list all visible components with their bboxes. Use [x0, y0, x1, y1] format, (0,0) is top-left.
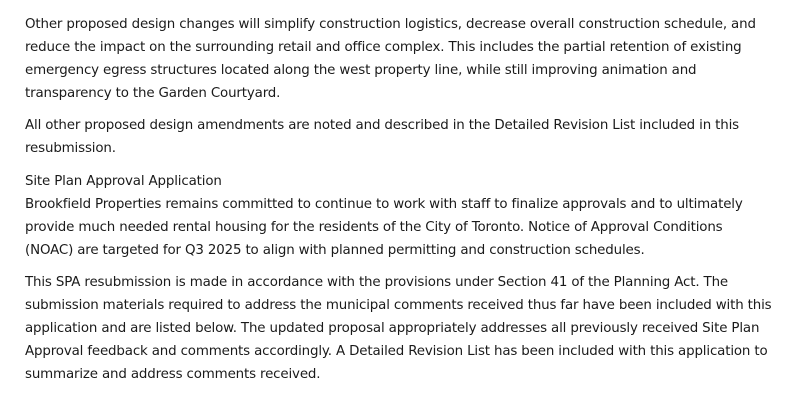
text-line: reduce the impact on the surrounding retail and office complex. This includes the partial retention of existing: [25, 40, 742, 56]
text-line: Brookfield Properties remains committed to continue to work with staff to finalize approvals and to ultimately: [25, 196, 743, 212]
text-line: summarize and address comments received.: [25, 367, 321, 383]
text-line: This SPA resubmission is made in accordance with the provisions under Section 41 of the Planning Act. The: [25, 274, 729, 290]
text-line: application and are listed below. The updated proposal appropriately addresses all previously received Site Plan: [25, 321, 760, 337]
text-line: transparency to the Garden Courtyard.: [25, 86, 281, 102]
text-line: Approval feedback and comments accordingly. A Detailed Revision List has been included with this application to: [25, 344, 768, 360]
paragraph-design-amendments: [25, 114, 787, 160]
text-line: All other proposed design amendments are noted and described in the Detailed Revision List included in this: [25, 118, 739, 134]
paragraph-commitment: [25, 193, 787, 262]
text-line: emergency egress structures located along the west property line, while still improving animation and: [25, 63, 697, 79]
text-line: Other proposed design changes will simplify construction logistics, decrease overall construction schedule, and: [25, 17, 756, 32]
section-heading: Site Plan Approval Application: [25, 173, 222, 189]
document-body: [25, 13, 787, 386]
text-line: resubmission.: [25, 141, 116, 157]
paragraph-resubmission: [25, 271, 787, 386]
text-line: (NOAC) are targeted for Q3 2025 to align with planned permitting and construction schedules.: [25, 242, 645, 258]
paragraph-design-changes: [25, 13, 787, 105]
text-line: submission materials required to address the municipal comments received thus far have been included with this: [25, 298, 772, 314]
text-line: provide much needed rental housing for the residents of the City of Toronto. Notice of Approval Conditions: [25, 219, 723, 235]
